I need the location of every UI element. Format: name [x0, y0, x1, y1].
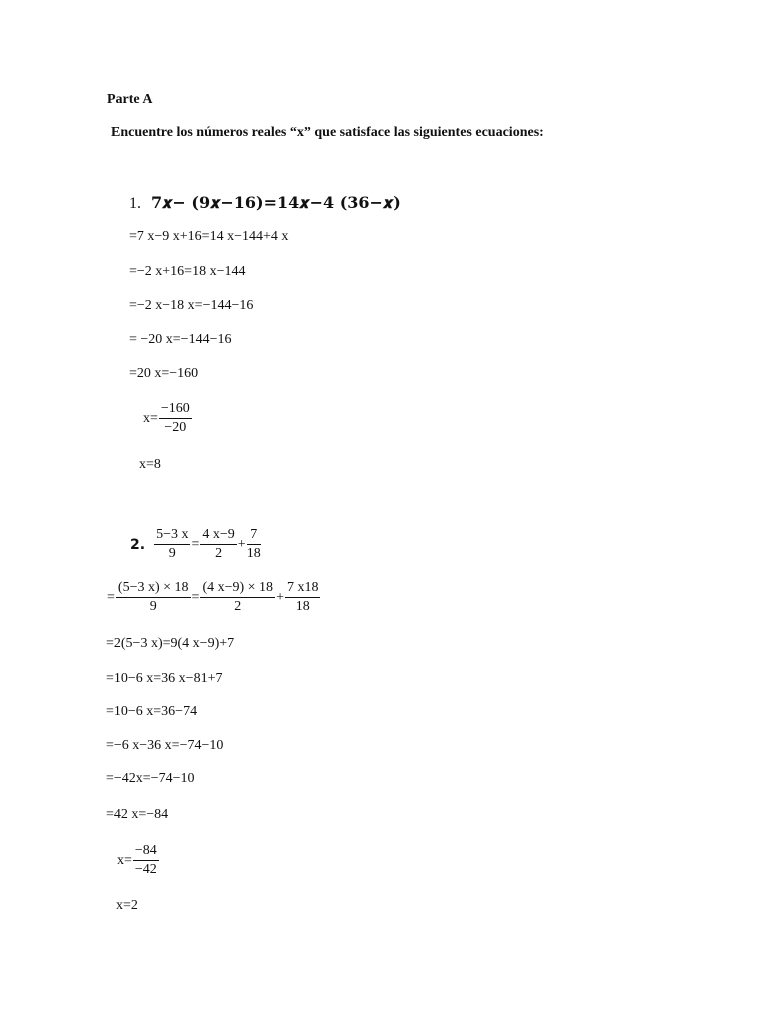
- fraction-denominator: 18: [246, 546, 261, 561]
- problem1-fraction: [159, 401, 192, 436]
- problem2-fraction-denominator: −42: [134, 862, 157, 877]
- problem2-mul-fraction-3: [285, 580, 321, 615]
- fraction-numerator: 7 x18: [285, 580, 321, 598]
- problem2-eq-fraction-3: [247, 527, 261, 562]
- problem2-answer: x=2: [116, 898, 138, 913]
- fraction-numerator: 7: [247, 527, 261, 545]
- problem1-equation: 7𝒙− (9𝒙−16)=14𝒙−4 (36−𝒙): [151, 193, 401, 212]
- problem2-step-4: =−6 x−36 x=−74−10: [106, 738, 224, 753]
- plus-sign: +: [276, 589, 284, 605]
- fraction-numerator: (5−3 x) × 18: [116, 580, 191, 598]
- fraction-numerator: 4 x−9: [200, 527, 236, 545]
- problem1-step-3: =−2 x−18 x=−144−16: [129, 298, 254, 313]
- problem2-step-1: =2(5−3 x)=9(4 x−9)+7: [106, 636, 235, 651]
- problem1-step-2: =−2 x+16=18 x−144: [129, 264, 246, 279]
- fraction-denominator: 9: [168, 546, 176, 561]
- problem1-fraction-denominator: −20: [164, 420, 187, 435]
- problem2-step-6: =42 x=−84: [106, 807, 169, 822]
- fraction-denominator: 9: [149, 599, 157, 614]
- problem2-number: 2.: [130, 536, 146, 553]
- problem2-mul-fraction-1: [116, 580, 191, 615]
- problem1-answer: x=8: [139, 457, 161, 472]
- problem2-multiply-line: [106, 580, 320, 615]
- problem1-step-1: =7 x−9 x+16=14 x−144+4 x: [129, 229, 289, 244]
- equals-sign: =: [107, 589, 115, 605]
- problem2-fraction: [133, 843, 159, 878]
- problem1-number: 1.: [129, 195, 141, 212]
- plus-sign: +: [237, 536, 246, 552]
- fraction-numerator: (4 x−9) × 18: [200, 580, 275, 598]
- problem1-step-4: = −20 x=−144−16: [129, 332, 232, 347]
- fraction-numerator: 5−3 x: [154, 527, 190, 545]
- problem2-fraction-lhs: x=: [117, 852, 132, 868]
- problem1-fraction-numerator: −160: [159, 401, 192, 419]
- problem1-header: [129, 193, 401, 213]
- fraction-denominator: 2: [234, 599, 242, 614]
- fraction-denominator: 18: [295, 599, 310, 614]
- part-title: Parte A: [107, 92, 153, 107]
- problem2-fraction-numerator: −84: [133, 843, 159, 861]
- equals-sign: =: [191, 589, 200, 605]
- problem2-mul-fraction-2: [200, 580, 275, 615]
- instructions: Encuentre los números reales “x” que satisface las siguientes ecuaciones:: [111, 125, 544, 140]
- problem1-fraction-line: [142, 401, 192, 436]
- fraction-denominator: 2: [215, 546, 223, 561]
- problem2-step-2: =10−6 x=36 x−81+7: [106, 671, 223, 686]
- problem2-header: [129, 527, 261, 562]
- problem2-step-3: =10−6 x=36−74: [106, 704, 198, 719]
- equals-sign: =: [191, 536, 200, 552]
- problem1-fraction-lhs: x=: [143, 410, 158, 426]
- problem2-step-5: =−42x=−74−10: [106, 771, 195, 786]
- problem2-fraction-line: [116, 843, 159, 878]
- problem2-eq-fraction-2: [200, 527, 236, 562]
- problem1-step-5: =20 x=−160: [129, 366, 199, 381]
- problem2-eq-fraction-1: [154, 527, 190, 562]
